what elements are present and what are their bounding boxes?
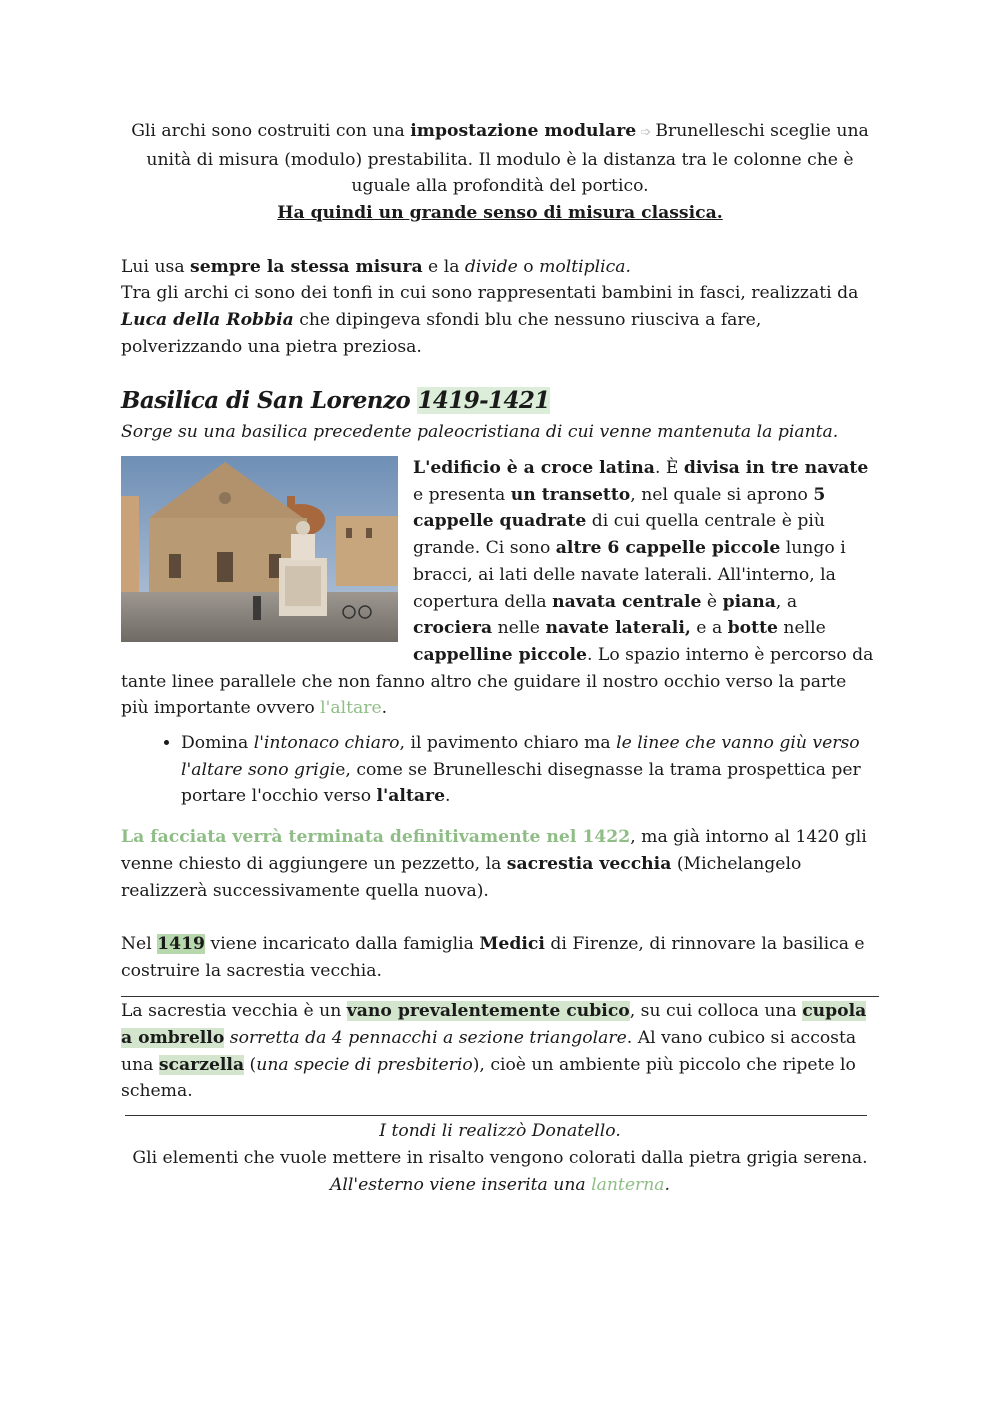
title-years: 1419-1421 xyxy=(417,387,550,415)
highlighted-text: vano prevalentemente cubico xyxy=(346,1001,630,1022)
bold-text: 5 cappelle quadrate xyxy=(413,484,826,532)
bold-text: cappelline piccole xyxy=(413,644,587,665)
basilica-photo-icon xyxy=(121,456,398,642)
text: . Lo spazio interno è percorso da tante linee parallele che non fanno altro che guidare il nostro occhio verso la parte più importante ovvero xyxy=(121,644,874,719)
text: (Michelangelo realizzerà successivamente quella nuova). xyxy=(121,853,802,901)
green-text: l'altare xyxy=(320,698,382,719)
closing-paragraph xyxy=(121,1118,879,1198)
text: di cui quella centrale è più grande. Ci sono xyxy=(413,511,825,559)
intro-paragraph xyxy=(121,118,879,227)
text: ( xyxy=(244,1054,257,1075)
green-text: lanterna xyxy=(591,1174,665,1195)
bold-text: sempre la stessa misura xyxy=(190,256,423,277)
text: che dipingeva sfondi blu che nessuno riusciva a fare, polverizzando una pietra preziosa. xyxy=(121,309,762,357)
bold-text: sacrestia vecchia xyxy=(506,853,672,874)
italic-text: . xyxy=(664,1174,671,1195)
bullet-list xyxy=(121,730,879,810)
text: e presenta xyxy=(413,484,511,505)
italic-text: le linee che vanno giù verso l'altare sono grigi xyxy=(181,733,860,780)
highlighted-year: 1419 xyxy=(157,933,206,954)
text: , ma già intorno al 1420 gli venne chiesto di aggiungere un pezzetto, la xyxy=(121,827,867,874)
bold-text: un transetto xyxy=(510,484,631,505)
bold-text: l'altare xyxy=(376,786,446,807)
bold-text: piana xyxy=(722,591,776,612)
bold-text: navate laterali, xyxy=(545,618,691,639)
italic-text: l'intonaco chiaro xyxy=(253,733,400,754)
misura-paragraph xyxy=(121,254,879,281)
text: viene incaricato dalla famiglia xyxy=(205,933,480,954)
facade-paragraph xyxy=(121,824,879,904)
bold-text: impostazione modulare xyxy=(410,121,637,141)
bold-text: L'edificio è a croce latina xyxy=(413,458,655,479)
italic-text: I tondi li realizzò Donatello. xyxy=(379,1121,621,1142)
italic-text: All'esterno viene inserita una xyxy=(329,1174,592,1195)
text: , il pavimento chiaro ma xyxy=(399,733,617,754)
text: o xyxy=(517,256,540,277)
text: lungo i bracci, ai lati delle navate laterali. All'interno, la copertura della xyxy=(413,538,846,612)
highlighted-text: cupola a ombrello xyxy=(121,1001,867,1049)
title-text: Basilica di San Lorenzo xyxy=(121,387,418,415)
arrow-icon: ➩ xyxy=(636,125,656,140)
text: Nel xyxy=(121,933,158,954)
text: e la xyxy=(422,256,465,277)
sacrestia-paragraph xyxy=(121,998,879,1105)
basilica-photo xyxy=(121,456,398,642)
bold-text: altre 6 cappelle piccole xyxy=(555,538,781,559)
text: , nel quale si aprono xyxy=(630,484,814,505)
text: è xyxy=(701,591,723,612)
bold-text: crociera xyxy=(413,618,493,639)
text: , a xyxy=(775,591,798,612)
text: . Al vano cubico si accosta una xyxy=(121,1028,857,1075)
text: . È xyxy=(654,458,684,479)
text: Gli archi sono costruiti con una xyxy=(131,121,411,141)
italic-text: sorretta da 4 pennacchi a sezione triangolare xyxy=(229,1028,627,1049)
document-page xyxy=(121,118,879,1198)
text: . xyxy=(445,786,451,807)
list-item xyxy=(181,730,879,810)
artist-name: Luca della Robbia xyxy=(121,309,294,330)
text: nelle xyxy=(777,618,826,639)
text: Gli elementi che vuole mettere in risalto vengono colorati dalla pietra grigia serena. xyxy=(132,1147,868,1168)
divider xyxy=(121,984,879,997)
text: . xyxy=(381,698,388,719)
text: di Firenze, di rinnovare la basilica e costruire la sacrestia vecchia. xyxy=(121,933,865,981)
section-subtitle: Sorge su una basilica precedente paleocristiana di cui venne mantenuta la pianta. xyxy=(121,422,839,443)
bold-text: botte xyxy=(727,618,778,639)
divider xyxy=(125,1105,867,1116)
nel-paragraph xyxy=(121,931,879,984)
text: , su cui colloca una xyxy=(629,1001,803,1022)
bold-text: navata centrale xyxy=(552,591,702,612)
bold-text: Medici xyxy=(479,933,545,954)
text: e a xyxy=(690,618,728,639)
italic-text: una specie di presbiterio xyxy=(256,1054,473,1075)
highlighted-text: scarzella xyxy=(158,1054,245,1075)
text: ), cioè un ambiente più piccolo che ripete lo schema. xyxy=(121,1054,856,1102)
text: Brunelleschi sceglie una unità di misura (modulo) prestabilita. Il modulo è la distanza tra le colonne che è uguale alla profondità del portico. xyxy=(146,121,869,197)
robbia-paragraph xyxy=(121,280,879,360)
text: e, come se Brunelleschi disegnasse la trama prospettica per portare l'occhio verso xyxy=(181,759,861,807)
italic-text: divide xyxy=(464,256,518,277)
bold-text: divisa in tre navate xyxy=(683,458,869,479)
underlined-statement: Ha quindi un grande senso di misura classica. xyxy=(277,203,723,224)
section-title xyxy=(121,386,879,416)
text: Tra gli archi ci sono dei tonfi in cui sono rappresentati bambini in fasci, realizzati da xyxy=(121,283,859,304)
text: nelle xyxy=(492,618,546,639)
text: La sacrestia vecchia è un xyxy=(121,1001,347,1022)
text: Domina xyxy=(181,733,254,754)
italic-text: moltiplica. xyxy=(539,256,631,277)
text: Lui usa xyxy=(121,256,191,277)
green-text: La facciata verrà terminata definitivamente nel 1422 xyxy=(121,827,631,848)
